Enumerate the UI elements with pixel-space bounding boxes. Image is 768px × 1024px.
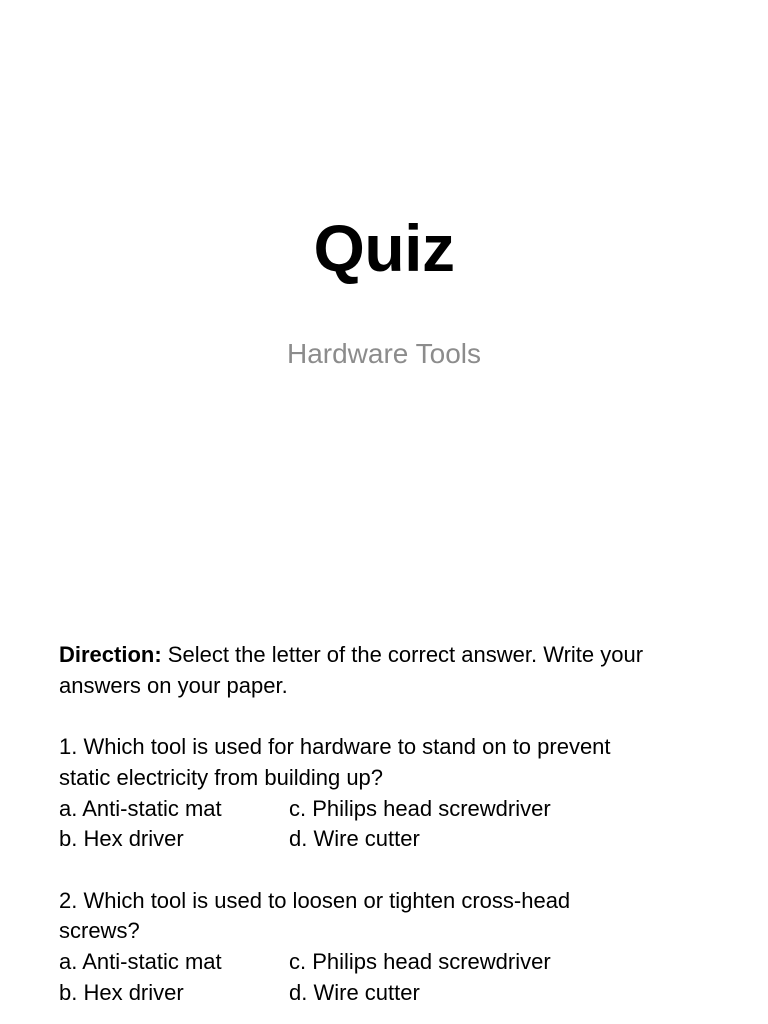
spacer	[59, 701, 739, 732]
question-2-option-c: c. Philips head screwdriver	[289, 949, 551, 974]
quiz-body	[59, 640, 739, 1008]
question-1-option-a: a. Anti-static mat	[59, 795, 222, 821]
spacer	[59, 855, 739, 886]
question-1-options-row-2	[59, 824, 739, 855]
direction-line-2: answers on your paper.	[59, 672, 288, 698]
direction-line-1	[59, 640, 739, 671]
question-1-line-2: static electricity from building up?	[59, 764, 384, 790]
question-2-line-1: 2. Which tool is used to loosen or tighten cross-head	[59, 887, 571, 913]
question-2-option-d: d. Wire cutter	[289, 979, 420, 1005]
question-1-option-b: b. Hex driver	[59, 826, 184, 852]
question-1	[59, 732, 739, 855]
page-subtitle: Hardware Tools	[286, 338, 482, 369]
question-2-option-b: b. Hex driver	[59, 979, 184, 1005]
question-2-options-row-2	[59, 978, 739, 1009]
question-1-options-row-1	[59, 794, 739, 825]
question-1-line-1: 1. Which tool is used for hardware to stand on to prevent	[59, 734, 611, 760]
question-1-option-c: c. Philips head screwdriver	[289, 795, 551, 821]
question-2-line-2: screws?	[59, 918, 140, 944]
question-2-options-row-1	[59, 947, 739, 978]
direction-label: Direction:	[59, 642, 162, 667]
question-1-option-d: d. Wire cutter	[289, 826, 420, 852]
direction-text: Select the letter of the correct answer. Write your	[161, 642, 644, 667]
question-2	[59, 886, 739, 1009]
question-2-option-a: a. Anti-static mat	[59, 949, 222, 974]
page-title: Quiz	[313, 211, 455, 285]
